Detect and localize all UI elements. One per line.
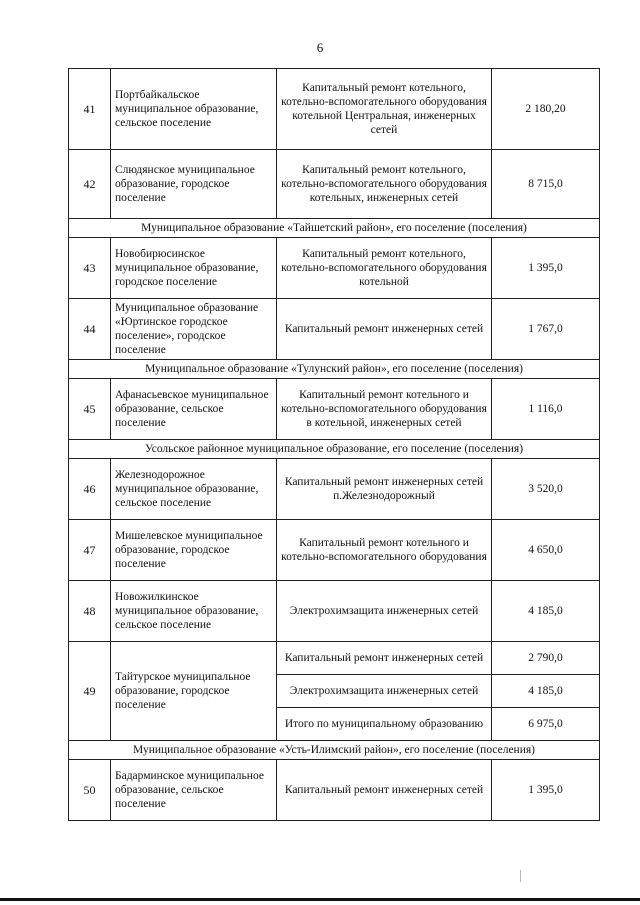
table-row [69, 69, 600, 150]
work-description: Капитальный ремонт инженерных сетей [277, 299, 492, 360]
row-number: 46 [69, 459, 111, 520]
table-row [69, 760, 600, 821]
work-description: Электрохимзащита инженерных сетей [277, 675, 492, 708]
amount: 4 185,0 [492, 675, 600, 708]
work-description: Капитальный ремонт котельного, котельно-вспомогательного оборудования котельной Центральная, инженерных сетей [277, 69, 492, 150]
table-row [69, 520, 600, 581]
municipality-name: Афанасьевское муниципальное образование, сельское поселение [111, 379, 277, 440]
amount: 3 520,0 [492, 459, 600, 520]
section-row [69, 219, 600, 238]
row-number: 43 [69, 238, 111, 299]
table-row [69, 581, 600, 642]
row-number: 41 [69, 69, 111, 150]
amount: 2 790,0 [492, 642, 600, 675]
table-row [69, 150, 600, 219]
section-title: Муниципальное образование «Тулунский район», его поселение (поселения) [69, 360, 600, 379]
row-number: 44 [69, 299, 111, 360]
work-description: Капитальный ремонт инженерных сетей [277, 760, 492, 821]
section-title: Усольское районное муниципальное образование, его поселение (поселения) [69, 440, 600, 459]
work-description: Капитальный ремонт инженерных сетей [277, 642, 492, 675]
section-row [69, 741, 600, 760]
municipality-name: Бадарминское муниципальное образование, сельское поселение [111, 760, 277, 821]
table-row [69, 238, 600, 299]
row-number: 42 [69, 150, 111, 219]
amount: 1 395,0 [492, 760, 600, 821]
amount: 6 975,0 [492, 708, 600, 741]
table-row [69, 459, 600, 520]
amount: 8 715,0 [492, 150, 600, 219]
table-row [69, 299, 600, 360]
work-description: Капитальный ремонт котельного, котельно-вспомогательного оборудования котельной [277, 238, 492, 299]
row-number: 49 [69, 642, 111, 741]
section-title: Муниципальное образование «Усть-Илимский район», его поселение (поселения) [69, 741, 600, 760]
allocation-table [68, 68, 600, 821]
amount: 1 767,0 [492, 299, 600, 360]
work-description: Капитальный ремонт котельного и котельно-вспомогательного оборудования [277, 520, 492, 581]
municipality-name: Мишелевское муниципальное образование, городское поселение [111, 520, 277, 581]
row-number: 45 [69, 379, 111, 440]
work-description: Электрохимзащита инженерных сетей [277, 581, 492, 642]
section-row [69, 440, 600, 459]
municipality-name: Муниципальное образование «Юртинское городское поселение», городское поселение [111, 299, 277, 360]
municipality-name: Железнодорожное муниципальное образование, сельское поселение [111, 459, 277, 520]
scan-speck [520, 870, 521, 882]
municipality-name: Портбайкальское муниципальное образование, сельское поселение [111, 69, 277, 150]
amount: 1 116,0 [492, 379, 600, 440]
work-description: Итого по муниципальному образованию [277, 708, 492, 741]
row-number: 50 [69, 760, 111, 821]
amount: 4 650,0 [492, 520, 600, 581]
amount: 1 395,0 [492, 238, 600, 299]
work-description: Капитальный ремонт инженерных сетей п.Железнодорожный [277, 459, 492, 520]
work-description: Капитальный ремонт котельного, котельно-вспомогательного оборудования котельных, инженерных сетей [277, 150, 492, 219]
table-row [69, 379, 600, 440]
row-number: 47 [69, 520, 111, 581]
table-row [69, 642, 600, 675]
amount: 2 180,20 [492, 69, 600, 150]
bottom-rule [0, 898, 640, 901]
table-body [69, 69, 600, 821]
work-description: Капитальный ремонт котельного и котельно-вспомогательного оборудования в котельной, инженерных сетей [277, 379, 492, 440]
municipality-name: Новобирюсинское муниципальное образование, городское поселение [111, 238, 277, 299]
section-row [69, 360, 600, 379]
municipality-name: Слюдянское муниципальное образование, городское поселение [111, 150, 277, 219]
page-number: 6 [316, 40, 324, 55]
municipality-name: Тайтурское муниципальное образование, городское поселение [111, 642, 277, 741]
amount: 4 185,0 [492, 581, 600, 642]
section-title: Муниципальное образование «Тайшетский район», его поселение (поселения) [69, 219, 600, 238]
municipality-name: Новожилкинское муниципальное образование, сельское поселение [111, 581, 277, 642]
row-number: 48 [69, 581, 111, 642]
